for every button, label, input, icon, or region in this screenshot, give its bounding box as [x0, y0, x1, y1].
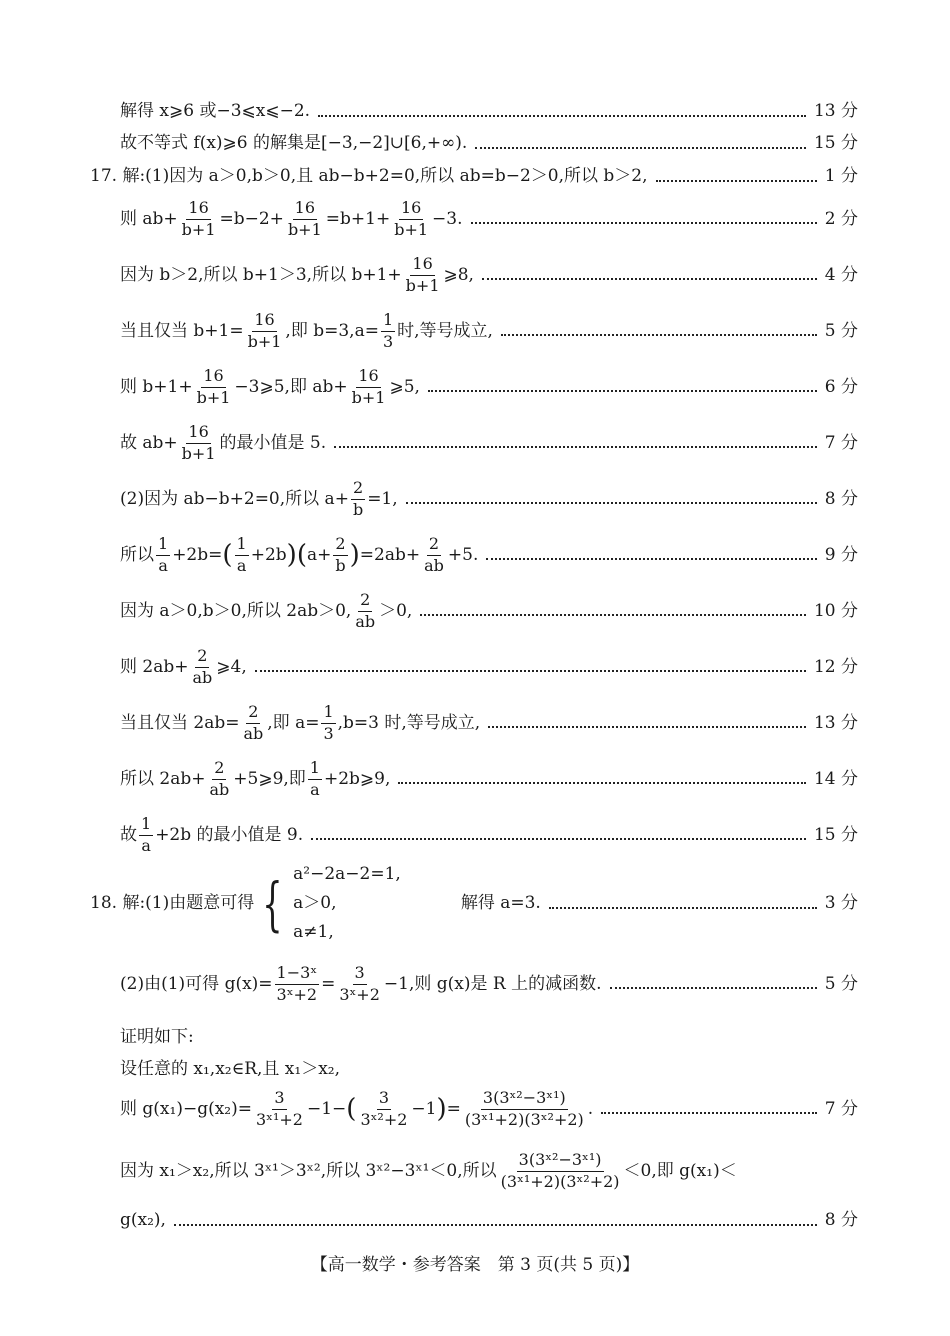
- answer-line: (2)因为 ab−b+2=0,所以 a+ $\frac{2}{b}$ =1, 8 分: [120, 478, 858, 519]
- answer-line: 则 g(x₁)−g(x₂)= $\frac{3}{\text{3ˣ¹+2}}$ −1− ( $\frac{3}{\text{3ˣ²+2}}$ −1 ) = $\frac{\text{3(3ˣ²−3ˣ¹)}}{\text{(3ˣ¹+2)(3ˣ²+2)}}$ . 7 分: [120, 1088, 858, 1129]
- fraction: $\frac{\text{1−3ˣ}}{\text{3ˣ+2}}$: [276, 963, 318, 1004]
- answer-line: [120, 135, 858, 152]
- dot-leader: [471, 222, 817, 224]
- answer-line: 因为 x₁＞x₂,所以 3ˣ¹＞3ˣ²,所以 3ˣ²−3ˣ¹＜0,所以 $\frac{\text{3(3ˣ²−3ˣ¹)}}{\text{(3ˣ¹+2)(3ˣ²+2)}}$ ＜0,即 g(x₁)＜: [120, 1150, 737, 1191]
- score-label: 13 分: [813, 712, 858, 733]
- score-label: 7 分: [824, 432, 858, 453]
- fraction: $\frac{2}{b}$: [335, 534, 346, 575]
- fraction: $\frac{2}{ab}$: [424, 534, 444, 575]
- answer-line: (2)由(1)可得 g(x)= $\frac{\text{1−3ˣ}}{\text{3ˣ+2}}$ = $\frac{3}{\text{3ˣ+2}}$ −1,则 g(x)是 R 上的减函数. 5 分: [120, 963, 858, 1004]
- dot-leader: [311, 838, 806, 840]
- fraction: $\frac{16}{b+1}$: [351, 366, 386, 407]
- dot-leader: [475, 147, 806, 149]
- dot-leader: [501, 334, 817, 336]
- dot-leader: [420, 614, 806, 616]
- fraction: $\frac{2}{ab}$: [243, 702, 264, 743]
- dot-leader: [601, 1112, 817, 1114]
- fraction: $\frac{2}{b}$: [352, 478, 364, 519]
- line-text: 故不等式 f(x)⩾6 的解集是[−3,−2]∪[6,+∞).: [120, 133, 468, 153]
- line-text: g(x₂),: [120, 1210, 166, 1230]
- score-label: 8 分: [824, 1210, 858, 1230]
- score-label: 14 分: [813, 768, 858, 789]
- question-18-heading: 18. 解:(1)由题意可得 { a²−2a−2=1, a＞0, a≠1, 解得 a=3. 3 分: [90, 864, 858, 942]
- line-text: 17. 解:(1)因为 a＞0,b＞0,且 ab−b+2=0,所以 ab=b−2＞0,所以 b＞2,: [90, 166, 648, 186]
- fraction: $\frac{2}{ab}$: [209, 758, 230, 799]
- page-footer: 【高一数学・参考答案 第 3 页(共 5 页)】: [310, 1255, 640, 1275]
- fraction: $\frac{1}{3}$: [323, 702, 334, 743]
- fraction: $\frac{1}{3}$: [382, 310, 394, 351]
- score-label: 6 分: [824, 376, 858, 397]
- score-label: 8 分: [824, 488, 858, 509]
- dot-leader: [255, 670, 806, 672]
- fraction: $\frac{3}{\text{3ˣ¹+2}}$: [256, 1088, 303, 1129]
- dot-leader: [482, 278, 817, 280]
- score-label: 7 分: [824, 1098, 858, 1119]
- fraction: $\frac{3}{\text{3ˣ+2}}$: [339, 963, 380, 1004]
- fraction: $\frac{1}{a}$: [236, 534, 247, 575]
- answer-line: 则 ab+ $\frac{16}{b+1}$ =b−2+ $\frac{16}{b+1}$ =b+1+ $\frac{16}{b+1}$ −3. 2 分: [120, 198, 858, 239]
- dot-leader: [334, 446, 817, 448]
- score-label: 5 分: [824, 973, 858, 994]
- answer-line: 当且仅当 2ab= $\frac{2}{ab}$ ,即 a= $\frac{1}{3}$ ,b=3 时,等号成立, 13 分: [120, 702, 858, 743]
- dot-leader: [488, 726, 806, 728]
- dot-leader: [318, 115, 806, 117]
- fraction: $\frac{\text{3(3ˣ²−3ˣ¹)}}{\text{(3ˣ¹+2)(3ˣ²+2)}}$: [500, 1150, 620, 1191]
- answer-line: [120, 103, 858, 120]
- proof-heading: 证明如下:: [120, 1027, 194, 1047]
- case-system: { a²−2a−2=1, a＞0, a≠1,: [262, 864, 401, 942]
- dot-leader: [656, 180, 817, 182]
- dot-leader: [549, 907, 817, 909]
- fraction: $\frac{1}{a}$: [141, 814, 152, 855]
- score-label: 13 分: [813, 101, 858, 121]
- answer-line: 则 b+1+ $\frac{16}{b+1}$ −3⩾5,即 ab+ $\frac{16}{b+1}$ ⩾5, 6 分: [120, 366, 858, 407]
- answer-line: 所以 $\frac{1}{a}$ +2b= ( $\frac{1}{a}$ +2b ) ( a+ $\frac{2}{b}$ ) =2ab+ $\frac{2}{ab}$ +5. 9 分: [120, 534, 858, 575]
- score-label: 2 分: [824, 208, 858, 229]
- fraction: $\frac{16}{b+1}$: [394, 198, 429, 239]
- score-label: 15 分: [813, 133, 858, 153]
- dot-leader: [610, 987, 817, 989]
- fraction: $\frac{2}{ab}$: [355, 590, 376, 631]
- fraction: $\frac{3}{\text{3ˣ²+2}}$: [360, 1088, 408, 1129]
- answer-line: 则 2ab+ $\frac{2}{ab}$ ⩾4, 12 分: [120, 646, 858, 687]
- fraction: $\frac{\text{3(3ˣ²−3ˣ¹)}}{\text{(3ˣ¹+2)(3ˣ²+2)}}$: [464, 1088, 584, 1129]
- dot-leader: [406, 502, 817, 504]
- proof-line: 设任意的 x₁,x₂∈R,且 x₁＞x₂,: [120, 1059, 341, 1079]
- dot-leader: [428, 390, 817, 392]
- fraction: $\frac{2}{ab}$: [192, 646, 213, 687]
- fraction: $\frac{16}{b+1}$: [287, 198, 322, 239]
- fraction: $\frac{1}{a}$: [309, 758, 320, 799]
- fraction: $\frac{16}{b+1}$: [247, 310, 282, 351]
- fraction: $\frac{16}{b+1}$: [181, 422, 216, 463]
- line-text: 解得 x⩾6 或−3⩽x⩽−2.: [120, 101, 311, 121]
- fraction: $\frac{16}{b+1}$: [181, 198, 216, 239]
- answer-line: 当且仅当 b+1= $\frac{16}{b+1}$ ,即 b=3,a= $\frac{1}{3}$ 时,等号成立, 5 分: [120, 310, 858, 351]
- score-label: 15 分: [813, 824, 858, 845]
- score-label: 10 分: [813, 600, 858, 621]
- score-label: 3 分: [824, 893, 858, 913]
- score-label: 12 分: [813, 656, 858, 677]
- score-label: 1 分: [824, 166, 858, 186]
- dot-leader: [486, 558, 816, 560]
- answer-line: [120, 1212, 858, 1229]
- question-17-heading: [90, 168, 858, 185]
- fraction: $\frac{16}{b+1}$: [196, 366, 231, 407]
- answer-line: 因为 a＞0,b＞0,所以 2ab＞0, $\frac{2}{ab}$ ＞0, 10 分: [120, 590, 858, 631]
- answer-line: 因为 b＞2,所以 b+1＞3,所以 b+1+ $\frac{16}{b+1}$ ⩾8, 4 分: [120, 254, 858, 295]
- dot-leader: [174, 1224, 817, 1226]
- answer-line: 故 ab+ $\frac{16}{b+1}$ 的最小值是 5. 7 分: [120, 422, 858, 463]
- answer-line: 故 $\frac{1}{a}$ +2b 的最小值是 9. 15 分: [120, 814, 858, 855]
- answer-line: 所以 2ab+ $\frac{2}{ab}$ +5⩾9,即 $\frac{1}{a}$ +2b⩾9, 14 分: [120, 758, 858, 799]
- fraction: $\frac{16}{b+1}$: [405, 254, 440, 295]
- fraction: $\frac{1}{a}$: [158, 534, 169, 575]
- score-label: 5 分: [824, 320, 858, 341]
- dot-leader: [398, 782, 806, 784]
- score-label: 4 分: [824, 264, 858, 285]
- score-label: 9 分: [824, 544, 858, 565]
